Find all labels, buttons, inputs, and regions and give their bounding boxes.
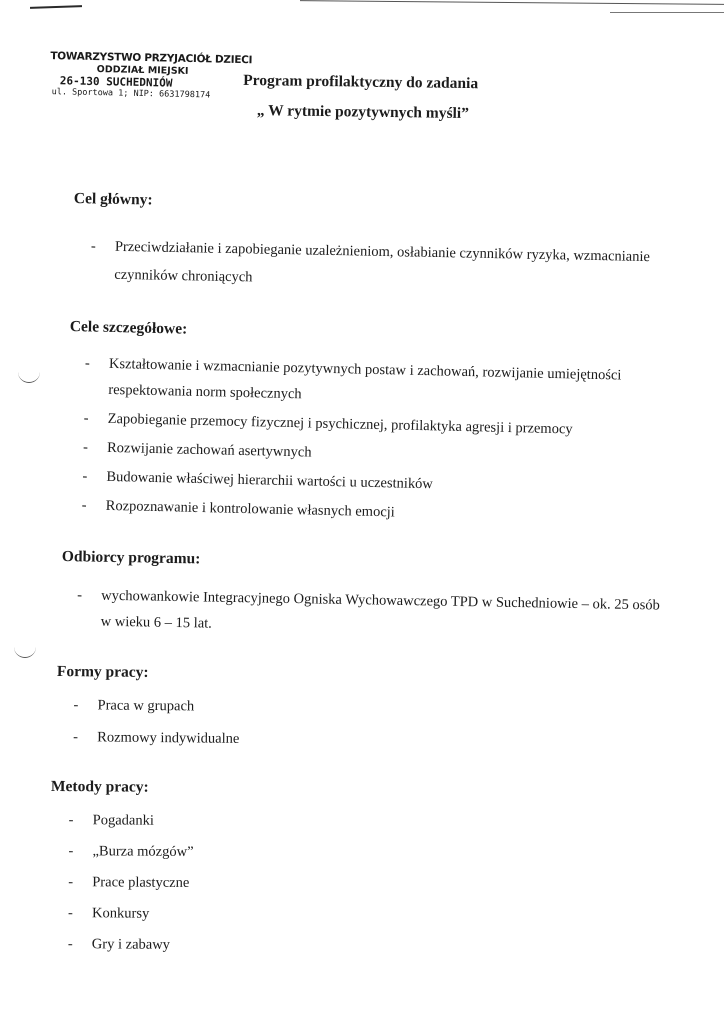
section-work-forms — [56, 663, 457, 763]
document-header — [243, 72, 544, 124]
list-item: - Konkursy — [68, 905, 150, 922]
work-forms-list — [56, 695, 457, 751]
section-work-methods — [50, 778, 451, 968]
section-title: Cele szczegółowe: — [69, 318, 188, 338]
organization-stamp — [50, 50, 253, 101]
section-main-goal — [72, 190, 654, 299]
list-dash: - — [68, 905, 73, 922]
list-dash: - — [68, 812, 74, 829]
list-item: - Rozmowy indywidualne — [73, 729, 240, 747]
list-item: - „Burza mózgów” — [68, 843, 194, 860]
list-item: - Prace plastyczne — [68, 874, 190, 891]
list-dash: - — [68, 874, 74, 891]
section-title: Metody pracy: — [50, 778, 149, 796]
list-item: - Gry i zabawy — [67, 936, 171, 953]
list-dash: - — [77, 587, 83, 604]
list-dash: - — [83, 410, 89, 427]
punch-hole-mark — [14, 645, 36, 658]
section-title: Cel główny: — [73, 190, 153, 209]
list-dash: - — [67, 936, 73, 953]
list-dash: - — [73, 697, 79, 714]
list-item: - Przeciwdziałanie i zapobieganie uzależnieniom, osłabianie czynników ryzyka, wzmacnianie czynników chroniących — [72, 232, 653, 299]
section-title: Odbiorcy programu: — [61, 548, 201, 568]
list-dash: - — [90, 238, 96, 255]
program-title: Program profilaktyczny do zadania — [243, 71, 479, 93]
list-dash: - — [84, 355, 90, 372]
recipients-list — [60, 582, 661, 644]
list-dash: - — [73, 729, 79, 746]
section-specific-goals — [65, 318, 649, 534]
list-item: - Zapobieganie przemocy fizycznej i psychicznej, profilaktyka agresji i przemocy — [67, 405, 647, 444]
list-item: - Budowanie właściwej hierarchii wartości u uczestników — [66, 463, 646, 502]
section-recipients — [60, 548, 661, 644]
punch-hole-mark — [18, 370, 40, 383]
list-dash: - — [81, 497, 87, 514]
scan-artifact-line — [300, 0, 724, 5]
stamp-address-nip: ul. Sportowa 1; NIP: 6631798174 — [51, 87, 211, 101]
list-item: - Rozpoznawanie i kontrolowanie własnych emocji — [65, 492, 645, 531]
list-dash: - — [68, 843, 74, 860]
list-item: - Kształtowanie i wzmacnianie pozytywnych postaw i zachowań, rozwijanie umiejętności respektowania norm społecznych — [68, 350, 649, 415]
list-dash: - — [82, 439, 89, 456]
section-title: Formy pracy: — [56, 663, 149, 681]
list-dash: - — [82, 468, 88, 485]
main-goal-list — [72, 232, 653, 299]
work-methods-list — [50, 810, 451, 957]
list-item: - Praca w grupach — [73, 697, 195, 715]
stamp-branch: ODDZIAŁ MIEJSKI — [96, 64, 189, 77]
program-name: „ W rytmie pozytywnych myśli” — [256, 102, 470, 123]
scan-artifact-line — [610, 12, 724, 13]
list-item: - Rozwijanie zachowań asertywnych — [67, 434, 647, 473]
specific-goals-list — [65, 350, 649, 531]
list-item: - Pogadanki — [68, 812, 154, 829]
list-item: - wychowankowie Integracyjnego Ogniska Wychowawczego TPD w Suchedniowie – ok. 25 osób w wieku 6 – 15 lat. — [60, 582, 661, 644]
stamp-org-name: TOWARZYSTWO PRZYJACIÓŁ DZIECI — [50, 50, 253, 67]
scan-artifact-line — [30, 5, 82, 9]
stamp-postal-city: 26-130 SUCHEDNIÓW — [59, 74, 173, 90]
